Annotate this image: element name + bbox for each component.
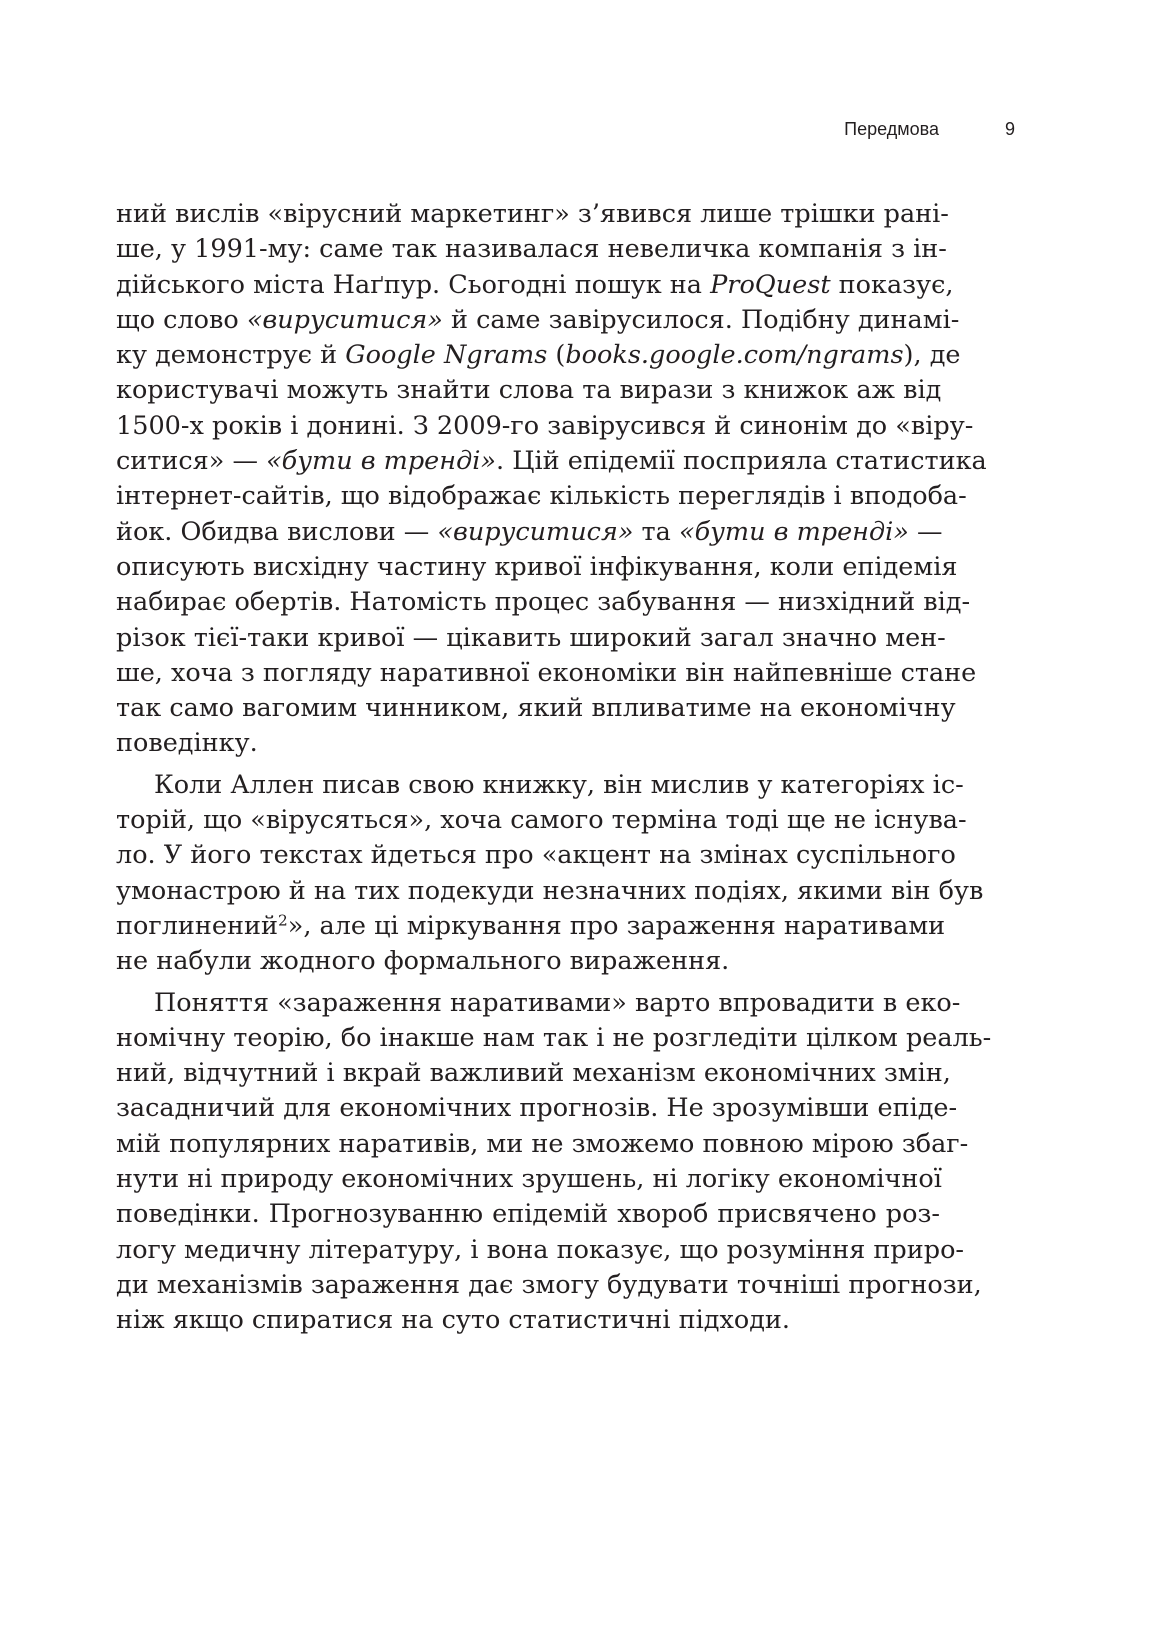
text-line: нути ні природу економічних зрушень, ні логіку економічної (116, 1164, 942, 1195)
text-line: ніж якщо спиратися на суто статистичні підходи. (116, 1305, 791, 1336)
paragraph-3 (116, 986, 992, 1339)
paragraph-1 (116, 197, 987, 762)
text-line: не набули жодного формального вираження. (116, 946, 730, 977)
text-line: поведінки. Прогнозуванню епідемій хвороб присвячено роз- (116, 1199, 940, 1230)
text-line: мій популярних наративів, ми не зможемо повною мірою збаг- (116, 1128, 969, 1159)
text-line: ний вислів «вірусний маркетинг» з’явився лише трішки рані- (116, 199, 949, 229)
text-line: ло. У його текстах йдеться про «акцент на змінах суспільного (116, 840, 956, 871)
text-line: засадничий для економічних прогнозів. Не зрозумівши епіде- (116, 1093, 958, 1124)
text-line: дійського міста Наґпур. Сьогодні пошук на ProQuest показує, (116, 269, 954, 300)
paragraph-2 (116, 768, 984, 980)
text-line: 1500-х років і донині. З 2009-го завірусився й синонім до «віру- (116, 410, 974, 441)
text-line: що слово «вируситися» й саме завірусилося. Подібну динамі- (116, 304, 960, 335)
running-header (0, 119, 1166, 149)
text-line: інтернет-сайтів, що відображає кількість переглядів і вподоба- (116, 481, 967, 512)
text-line: ше, хоча з погляду наративної економіки він найпевніше стане (116, 657, 977, 688)
text-line: ний, відчутний і вкрай важливий механізм економічних змін, (116, 1058, 951, 1089)
text-line: торій, що «вірусяться», хоча самого терміна тоді ще не існува- (116, 805, 967, 836)
text-fragment: поглинений (116, 910, 278, 941)
text-line: ку демонструє й Google Ngrams (books.google.com/ngrams), де (116, 340, 961, 371)
text-line: ди механізмів зараження дає змогу будувати точніші прогнози, (116, 1269, 982, 1300)
text-line: логу медичну літературу, і вона показує, що розуміння приро- (116, 1234, 965, 1265)
text-line: умонастрою й на тих подекуди незначних подіях, якими він був (116, 875, 984, 906)
text-line: йок. Обидва вислови — «вируситися» та «бути в тренді» — (116, 516, 943, 547)
text-line: описують висхідну частину кривої інфікування, коли епідемія (116, 551, 958, 582)
footnote-marker: 2 (277, 911, 288, 930)
text-line-with-footnote (116, 909, 946, 944)
text-line: номічну теорію, бо інакше нам так і не розгледіти цілком реаль- (116, 1022, 992, 1053)
text-line: різок тієї-таки кривої — цікавить широкий загал значно мен- (116, 622, 946, 653)
text-fragment: », але ці міркування про зараження наративами (287, 910, 946, 941)
text-line: Коли Аллен писав свою книжку, він мислив у категоріях іс- (154, 769, 964, 800)
text-line: ше, у 1991-му: саме так називалася невеличка компанія з ін- (116, 234, 947, 265)
page-number: 9 (1005, 119, 1016, 139)
text-line: набирає обертів. Натомість процес забування — низхідний від- (116, 587, 971, 618)
body-text (116, 197, 992, 1339)
text-line: поведінку. (116, 728, 258, 759)
text-line: користувачі можуть знайти слова та вирази з книжок аж від (116, 375, 942, 406)
text-line: Поняття «зараження наративами» варто впровадити в еко- (154, 987, 961, 1018)
text-line: ситися» — «бути в тренді». Цій епідемії посприяла статистика (116, 446, 987, 477)
running-title: Передмова (844, 119, 939, 139)
text-line: так само вагомим чинником, який впливатиме на економічну (116, 693, 956, 724)
